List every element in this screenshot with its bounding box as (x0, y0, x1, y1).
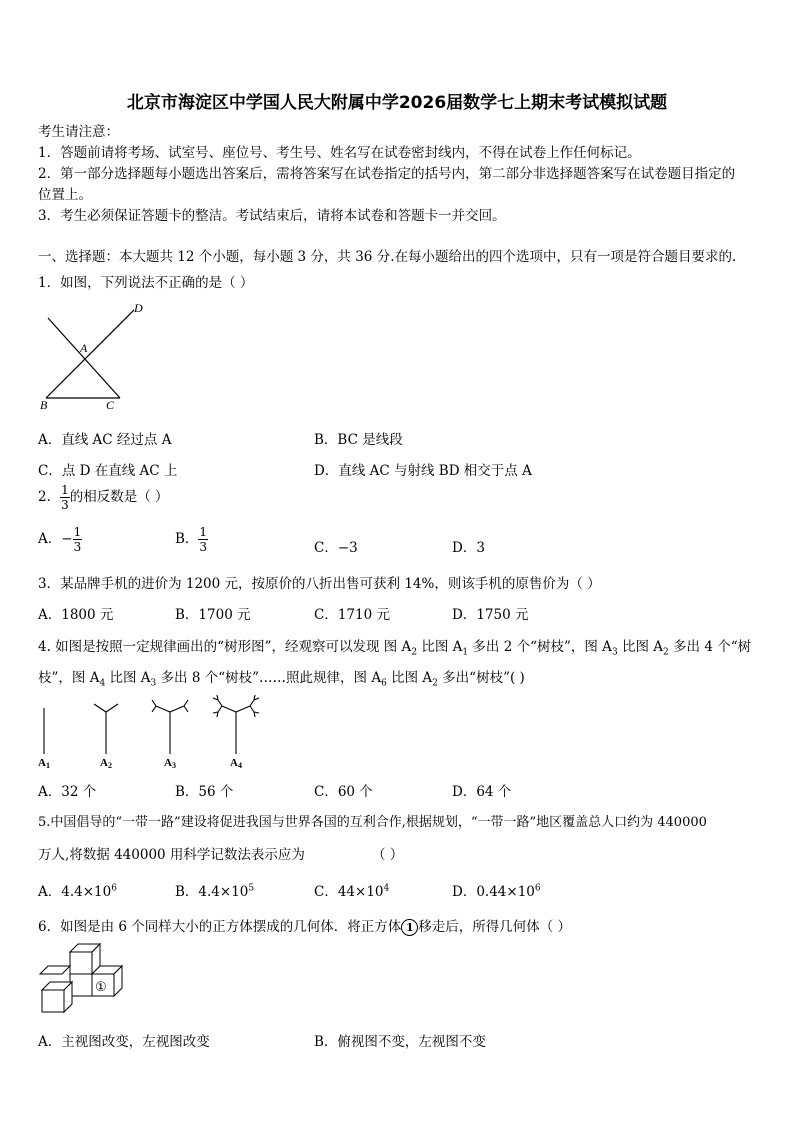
q4-option-d[interactable]: D．64 个 (452, 784, 512, 800)
subscript: 2 (411, 647, 418, 658)
q4-stem-line2 (38, 666, 525, 689)
q2-fraction (60, 484, 70, 511)
option-value: 44×10 (337, 884, 384, 900)
option-value: −3 (337, 540, 358, 556)
option-value: 4.4×10 (198, 884, 249, 900)
label-b: B (40, 398, 48, 412)
q2-stem (38, 484, 169, 511)
q4-text: 比图 A (386, 670, 433, 686)
q1-option-c[interactable]: C．点 D 在直线 AC 上 (38, 463, 178, 479)
q5-option-d[interactable] (452, 880, 541, 900)
q6-text: 6．如图是由 6 个同样大小的正方体摆成的几何体．将正方体 (38, 919, 402, 935)
q1-stem: 1．如图，下列说法不正确的是（ ） (38, 275, 254, 291)
option-letter: C． (314, 884, 338, 900)
q4-stem-line1 (38, 635, 751, 658)
q5-stem-line2: 万人,将数据 440000 用科学记数法表示应为 (38, 847, 305, 863)
tree-a4-twig (250, 700, 254, 706)
tree-a4-leaf (213, 712, 218, 713)
subscript: 3 (611, 647, 618, 658)
q4-text: 多出 2 个“树枝”，图 A (468, 639, 612, 655)
q6-option-b[interactable]: B．俯视图不变，左视图不变 (314, 1034, 486, 1050)
cube-front (70, 974, 92, 996)
q4-text: 枝”，图 A (38, 670, 100, 686)
cube-top (40, 966, 70, 974)
cube-front (42, 990, 64, 1012)
tree-label-a1: A1 (38, 757, 50, 770)
q4-tree-figure (36, 692, 276, 770)
exponent: 6 (111, 883, 117, 894)
tree-a3-twig (184, 700, 188, 706)
q1-option-d[interactable]: D．直线 AC 与射线 BD 相交于点 A (314, 463, 532, 479)
tree-a4-leaf (254, 712, 255, 717)
tree-a4-branch (236, 706, 250, 712)
cube-front (70, 952, 92, 974)
tree-a3-twig (184, 706, 188, 712)
option-letter: A． (38, 884, 62, 900)
option-value: 4.4×10 (61, 884, 112, 900)
q4-text: 多出“树枝”( ) (437, 670, 525, 686)
exponent: 6 (534, 883, 541, 894)
option-letter: D． (452, 540, 477, 556)
q4-text: 多出 8 个“树枝”……照此规律，图 A (156, 670, 382, 686)
section-heading: 一、选择题：本大题共 12 个小题，每小题 3 分，共 36 分.在每小题给出的四个选项中，只有一项是符合题目要求的. (38, 249, 737, 265)
subscript: 6 (381, 678, 387, 689)
option-letter: C． (314, 540, 338, 556)
q4-option-c[interactable]: C．60 个 (314, 784, 373, 800)
frac-numerator: 1 (199, 525, 208, 539)
minus-sign: − (61, 531, 73, 547)
subscript: 2 (432, 678, 438, 689)
tree-a4-branch (222, 706, 236, 712)
option-value: 3 (476, 540, 485, 556)
notice-item-1: 1．答题前请将考场、试室号、座位号、考生号、姓名写在试卷密封线内，不得在试卷上作任何标记。 (38, 145, 641, 161)
q2-option-b[interactable] (175, 526, 208, 553)
q4-text: 多出 4 个“树 (668, 639, 752, 655)
cube-label-1: ① (95, 979, 107, 994)
q3-option-b[interactable]: B．1700 元 (175, 607, 251, 623)
q4-text: 比图 A (105, 670, 151, 686)
subscript: 1 (462, 647, 469, 658)
exam-title: 北京市海淀区中学国人民大附属中学2026届数学七上期末考试模拟试题 (126, 93, 668, 113)
q4-option-a[interactable]: A．32 个 (38, 784, 97, 800)
tree-a4-leaf (217, 712, 218, 717)
subscript: 3 (150, 678, 157, 689)
subscript: 2 (663, 647, 669, 658)
q2-number: 2． (38, 489, 61, 505)
tree-a4-twig (218, 706, 222, 712)
subscript: 4 (99, 678, 106, 689)
option-letter: A． (38, 531, 62, 547)
exponent: 4 (383, 883, 390, 894)
label-a: A (80, 341, 88, 355)
q1-figure (36, 298, 156, 416)
notice-heading: 考生请注意： (38, 124, 119, 140)
tree-a3-branch (156, 706, 170, 712)
tree-a4-twig (250, 706, 254, 712)
option-fraction (198, 526, 208, 553)
tree-a4-leaf (254, 712, 259, 713)
exponent: 5 (248, 883, 255, 894)
ray-bd (46, 310, 134, 398)
q5-option-c[interactable] (314, 880, 389, 900)
q4-text: 比图 A (617, 639, 664, 655)
frac-denominator: 3 (61, 498, 69, 512)
option-letter: D． (452, 884, 477, 900)
tree-a2-branch (106, 704, 118, 712)
q4-text: 4. 如图是按照一定规律画出的“树形图”，经观察可以发现 图 A (38, 639, 412, 655)
label-c: C (106, 398, 115, 412)
notice-item-3: 3．考生必须保证答题卡的整洁。考试结束后，请将本试卷和答题卡一并交回。 (38, 208, 506, 224)
frac-numerator: 1 (61, 483, 69, 497)
notice-item-2: 2．第一部分选择题每小题选出答案后，需将答案写在试卷指定的括号内，第二部分非选择题答案写在试卷题目指定的 (38, 166, 736, 182)
circled-number-1: 1 (401, 919, 418, 936)
tree-a3-twig (152, 706, 156, 712)
q3-option-c[interactable]: C．1710 元 (314, 607, 390, 623)
q5-answer-paren: （ ） (372, 847, 404, 863)
tree-a3-twig (152, 700, 156, 706)
q6-stem (38, 915, 571, 936)
notice-item-2-cont: 位置上。 (38, 187, 92, 203)
frac-denominator: 3 (73, 540, 82, 554)
q2-tail: 的相反数是（ ） (69, 489, 169, 505)
q3-option-a[interactable]: A．1800 元 (38, 607, 114, 623)
q6-cube-figure (36, 938, 136, 1022)
q2-option-a[interactable] (38, 526, 82, 553)
tree-label-a2: A2 (100, 757, 112, 770)
q6-option-a[interactable]: A．主视图改变，左视图改变 (38, 1034, 210, 1050)
q4-option-b[interactable]: B．56 个 (175, 784, 234, 800)
tree-a2-branch (94, 704, 106, 712)
option-letter: B． (175, 884, 199, 900)
q1-option-a[interactable]: A．直线 AC 经过点 A (38, 432, 172, 448)
q6-text: 移走后，所得几何体（ ） (418, 919, 572, 935)
frac-denominator: 3 (199, 540, 208, 554)
tree-label-a4: A4 (230, 757, 242, 770)
q3-option-d[interactable]: D．1750 元 (452, 607, 529, 623)
label-d: D (134, 301, 143, 315)
option-letter: B． (175, 531, 199, 547)
q5-stem-line1: 5.中国倡导的“一带一路”建设将促进我国与世界各国的互利合作,根据规划，“一带一路”地区覆盖总人口约为 440000 (38, 815, 707, 830)
q5-option-b[interactable] (175, 880, 254, 900)
tree-a4-twig (218, 700, 222, 706)
option-value: 0.44×10 (476, 884, 535, 900)
frac-numerator: 1 (73, 525, 82, 539)
option-fraction (73, 526, 83, 553)
q1-option-b[interactable]: B．BC 是线段 (314, 432, 403, 448)
q5-option-a[interactable] (38, 880, 117, 900)
tree-a3-branch (170, 706, 184, 712)
q3-stem: 3．某品牌手机的进价为 1200 元，按原价的八折出售可获利 14%，则该手机的原售价为（ ） (38, 576, 601, 592)
tree-label-a3: A3 (164, 757, 176, 770)
q2-option-d[interactable] (452, 536, 485, 556)
q2-option-c[interactable] (314, 536, 358, 556)
q4-text: 比图 A (417, 639, 463, 655)
